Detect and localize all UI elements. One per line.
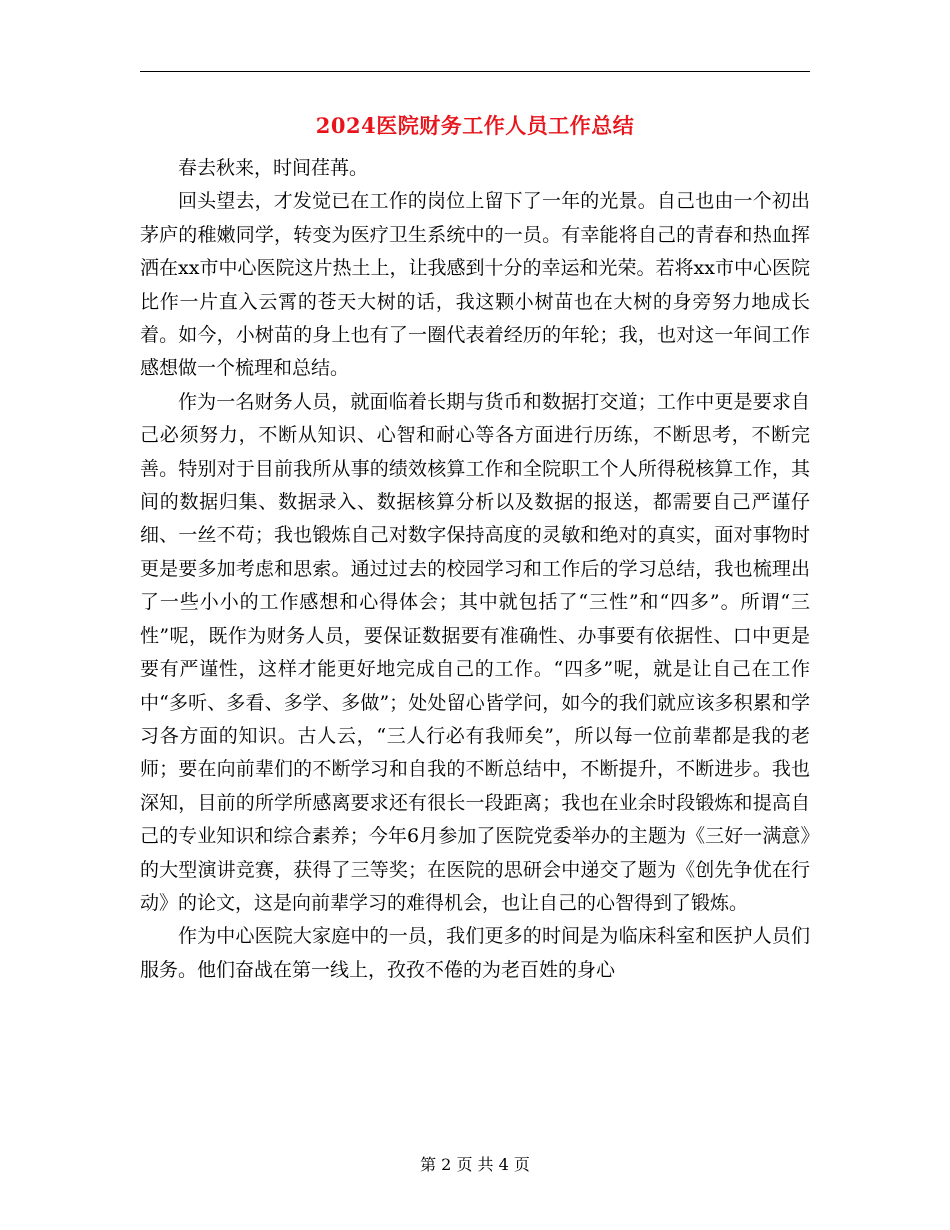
page-footer: [0, 1154, 950, 1176]
page-number-label: 第 2 页 共 4 页: [420, 1155, 530, 1174]
document-body: [140, 152, 810, 987]
paragraph-2: 回头望去，才发觉已在工作的岗位上留下了一年的光景。自己也由一个初出茅庐的稚嫩同学，转变为医疗卫生系统中的一员。有幸能将自己的青春和热血挥洒在xx市中心医院这片热土上，让我感到十分的幸运和光荣。若将xx市中心医院比作一片直入云霄的苍天大树的话，我这颗小树苗也在大树的身旁努力地成长着。如今，小树苗的身上也有了一圈代表着经历的年轮；我，也对这一年间工作感想做一个梳理和总结。: [140, 190, 810, 380]
paragraph-3: 作为一名财务人员，就面临着长期与货币和数据打交道；工作中更是要求自己必须努力，不断从知识、心智和耐心等各方面进行历练，不断思考，不断完善。特别对于目前我所从事的绩效核算工作和全院职工个人所得税核算工作，其间的数据归集、数据录入、数据核算分析以及数据的报送，都需要自己严谨仔细、一丝不苟；我也锻炼自己对数字保持高度的灵敏和绝对的真实，面对事物时更是要多加考虑和思索。通过过去的校园学习和工作后的学习总结，我也梳理出了一些小小的工作感想和心得体会；其中就包括了“三性”和“四多”。所谓“三性”呢，既作为财务人员，要保证数据要有准确性、办事要有依据性、口中更是要有严谨性，这样才能更好地完成自己的工作。“四多”呢，就是让自己在工作中“多听、多看、多学、多做”；处处留心皆学问，如今的我们就应该多积累和学习各方面的知识。古人云，“三人行必有我师矣”，所以每一位前辈都是我的老师；要在向前辈们的不断学习和自我的不断总结中，不断提升，不断进步。我也深知，目前的所学所感离要求还有很长一段距离；我也在业余时段锻炼和提高自己的专业知识和综合素养；今年6月参加了医院党委举办的主题为《三好一满意》的大型演讲竞赛，获得了三等奖；在医院的思研会中递交了题为《创先争优在行动》的论文，这是向前辈学习的难得机会，也让自己的心智得到了锻炼。: [140, 390, 810, 914]
document-title: 2024医院财务工作人员工作总结: [315, 113, 635, 138]
paragraph-1: 春去秋来，时间荏苒。: [178, 157, 369, 179]
header-rule: [140, 71, 810, 72]
paragraph-4: 作为中心医院大家庭中的一员，我们更多的时间是为临床科室和医护人员们服务。他们奋战在第一线上，孜孜不倦的为老百姓的身心: [140, 925, 810, 981]
